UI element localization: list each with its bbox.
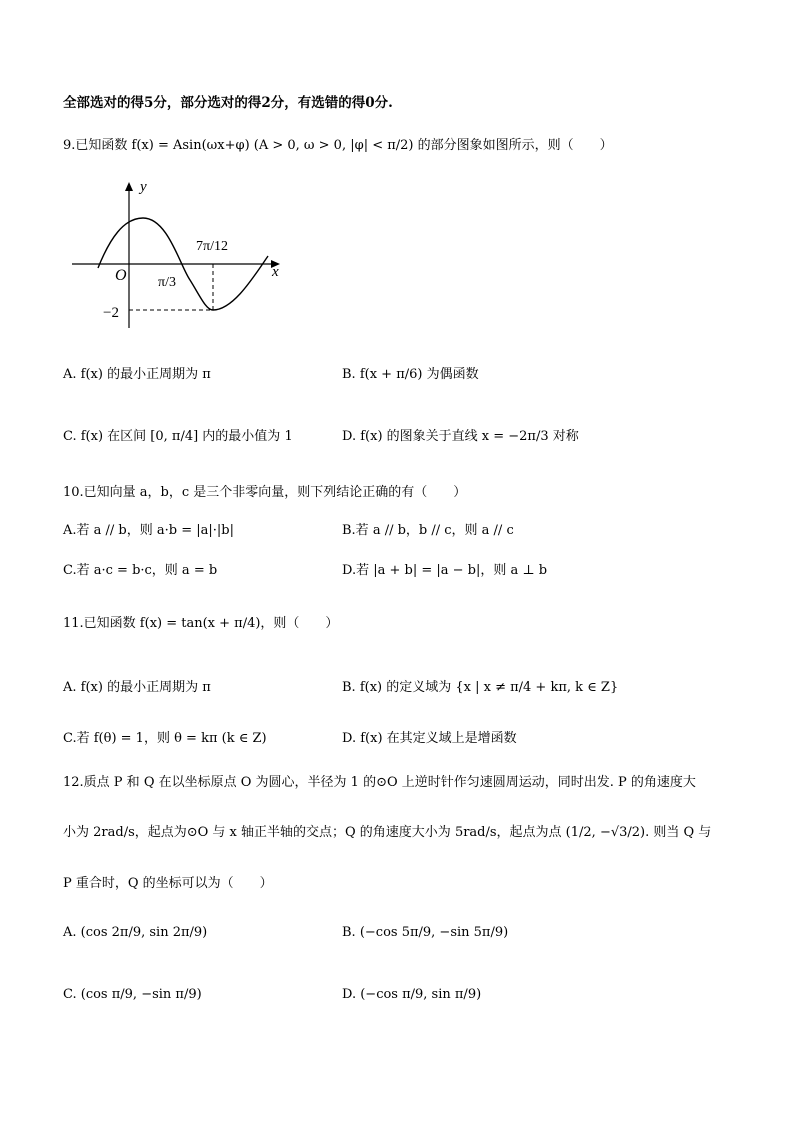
- q10-option-c[interactable]: C.若 a·c = b·c，则 a = b: [63, 563, 218, 578]
- x-mark-pi-over-3: π/3: [158, 275, 176, 290]
- q12-option-c[interactable]: C. (cos π/9, −sin π/9): [63, 987, 202, 1002]
- q12-stem-line1: 12.质点 P 和 Q 在以坐标原点 O 为圆心，半径为 1 的⊙O 上逆时针作匀速圆周运动，同时出发. P 的角速度大: [63, 775, 696, 790]
- q12-option-d[interactable]: D. (−cos π/9, sin π/9): [342, 987, 482, 1002]
- q10-option-b[interactable]: B.若 a // b，b // c，则 a // c: [342, 523, 514, 538]
- q11-option-c[interactable]: C.若 f(θ) = 1，则 θ = kπ (k ∈ Z): [63, 731, 267, 746]
- q10-stem: 10.已知向量 a，b，c 是三个非零向量，则下列结论正确的有（ ）: [63, 485, 467, 500]
- origin-label: O: [115, 267, 127, 284]
- y-axis-label: y: [140, 179, 147, 195]
- q12-stem-line2: 小为 2rad/s，起点为⊙O 与 x 轴正半轴的交点；Q 的角速度大小为 5rad/s，起点为点 (1/2, −√3/2). 则当 Q 与: [63, 825, 712, 840]
- x-axis-label: x: [272, 264, 279, 280]
- q9-stem: 9.已知函数 f(x) = Asin(ωx+φ) (A > 0, ω > 0, |φ| < π/2) 的部分图象如图所示，则（ ）: [63, 138, 613, 153]
- q10-option-a[interactable]: A.若 a // b，则 a·b = |a|·|b|: [63, 523, 234, 538]
- q11-stem: 11.已知函数 f(x) = tan(x + π/4)，则（ ）: [63, 616, 339, 631]
- q12-option-b[interactable]: B. (−cos 5π/9, −sin 5π/9): [342, 925, 509, 940]
- y-mark-neg2: −2: [103, 305, 119, 321]
- instruction-header: 全部选对的得5分，部分选对的得2分，有选错的得0分.: [63, 95, 393, 111]
- q12-stem-line3: P 重合时，Q 的坐标可以为（ ）: [63, 876, 273, 891]
- q12-option-a[interactable]: A. (cos 2π/9, sin 2π/9): [63, 925, 208, 940]
- q9-option-d[interactable]: D. f(x) 的图象关于直线 x = −2π/3 对称: [342, 429, 579, 444]
- q11-option-d[interactable]: D. f(x) 在其定义域上是增函数: [342, 731, 517, 746]
- q9-graph: [68, 178, 298, 338]
- q10-option-d[interactable]: D.若 |a + b| = |a − b|，则 a ⊥ b: [342, 563, 548, 578]
- q9-option-a[interactable]: A. f(x) 的最小正周期为 π: [63, 367, 211, 382]
- q11-option-b[interactable]: B. f(x) 的定义域为 {x | x ≠ π/4 + kπ, k ∈ Z}: [342, 680, 619, 695]
- q9-option-c[interactable]: C. f(x) 在区间 [0, π/4] 内的最小值为 1: [63, 429, 293, 444]
- q9-option-b[interactable]: B. f(x + π/6) 为偶函数: [342, 367, 479, 382]
- q11-option-a[interactable]: A. f(x) 的最小正周期为 π: [63, 680, 211, 695]
- x-mark-7pi-over-12: 7π/12: [196, 239, 228, 254]
